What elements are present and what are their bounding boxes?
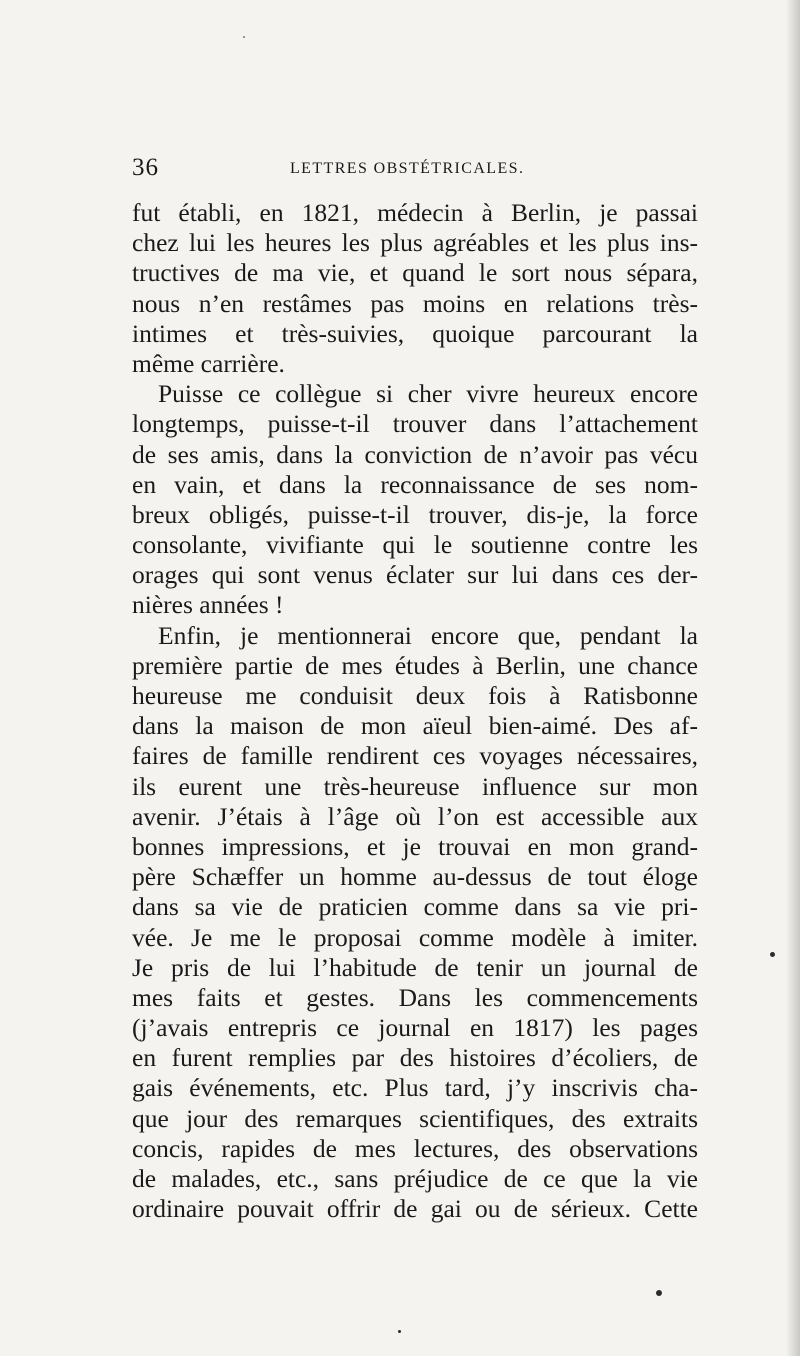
text-line: longtemps, puisse-t-il trouver dans l’attachement	[132, 409, 698, 439]
print-speck	[398, 1330, 401, 1333]
text-line: père Schæffer un homme au-dessus de tout éloge	[132, 862, 698, 892]
text-line: nous n’en restâmes pas moins en relations très-	[132, 288, 698, 318]
paragraph-start-line: Puisse ce collègue si cher vivre heureux encore	[158, 379, 698, 409]
text-line: chez lui les heures les plus agréables et les plus ins-	[132, 228, 698, 258]
text-line: Je pris de lui l’habitude de tenir un journal de	[132, 952, 698, 982]
text-line: heureuse me conduisit deux fois à Ratisbonne	[132, 681, 698, 710]
text-line: de malades, etc., sans préjudice de ce que la vie	[132, 1164, 698, 1193]
text-line: mes faits et gestes. Dans les commencements	[132, 982, 698, 1012]
text-line: (j’avais entrepris ce journal en 1817) les pages	[132, 1013, 698, 1043]
text-line: vée. Je me le proposai comme modèle à imiter.	[132, 922, 698, 952]
print-speck	[656, 1290, 662, 1296]
text-line: première partie de mes études à Berlin, une chance	[132, 650, 698, 680]
text-line: dans la maison de mon aïeul bien-aimé. Des af-	[132, 711, 698, 741]
text-line: avenir. J’étais à l’âge où l’on est accessible aux	[132, 801, 698, 831]
text-line: intimes et très-suivies, quoique parcourant la	[132, 318, 698, 348]
text-line: que jour des remarques scientifiques, des extraits	[132, 1103, 698, 1133]
text-line: breux obligés, puisse-t-il trouver, dis-je, la force	[132, 499, 698, 529]
text-line: ordinaire pouvait offrir de gai ou de sérieux. Cette	[132, 1194, 698, 1224]
text-line: orages qui sont venus éclater sur lui dans ces der-	[132, 560, 698, 590]
page-edge-shadow	[786, 0, 800, 1356]
paragraph-start-line: Enfin, je mentionnerai encore que, pendant la	[158, 620, 698, 650]
text-line: en furent remplies par des histoires d’écoliers, de	[132, 1043, 698, 1073]
text-line: faires de famille rendirent ces voyages nécessaires,	[132, 741, 698, 771]
text-line: concis, rapides de mes lectures, des observations	[132, 1133, 698, 1163]
text-line: consolante, vivifiante qui le soutienne contre les	[132, 530, 698, 560]
print-speck	[770, 952, 775, 957]
body-text	[132, 198, 698, 1224]
text-line: fut établi, en 1821, médecin à Berlin, je passai	[132, 198, 698, 227]
text-line: en vain, et dans la reconnaissance de ses nom-	[132, 469, 698, 499]
text-line: bonnes impressions, et je trouvai en mon grand-	[132, 831, 698, 861]
text-line: dans sa vie de praticien comme dans sa vie pri-	[132, 892, 698, 922]
text-line: de ses amis, dans la conviction de n’avoir pas vécu	[132, 439, 698, 469]
running-title: LETTRES OBSTÉTRICALES.	[290, 160, 525, 177]
text-line: tructives de ma vie, et quand le sort nous sépara,	[132, 258, 698, 288]
text-line: gais événements, etc. Plus tard, j’y inscrivis cha-	[132, 1073, 698, 1103]
page-number: 36	[132, 154, 159, 181]
print-speck	[243, 36, 245, 38]
text-line: nières années !	[132, 590, 284, 620]
text-line: ils eurent une très-heureuse influence sur mon	[132, 771, 698, 801]
running-head	[132, 154, 552, 184]
text-line: même carrière.	[132, 348, 285, 378]
